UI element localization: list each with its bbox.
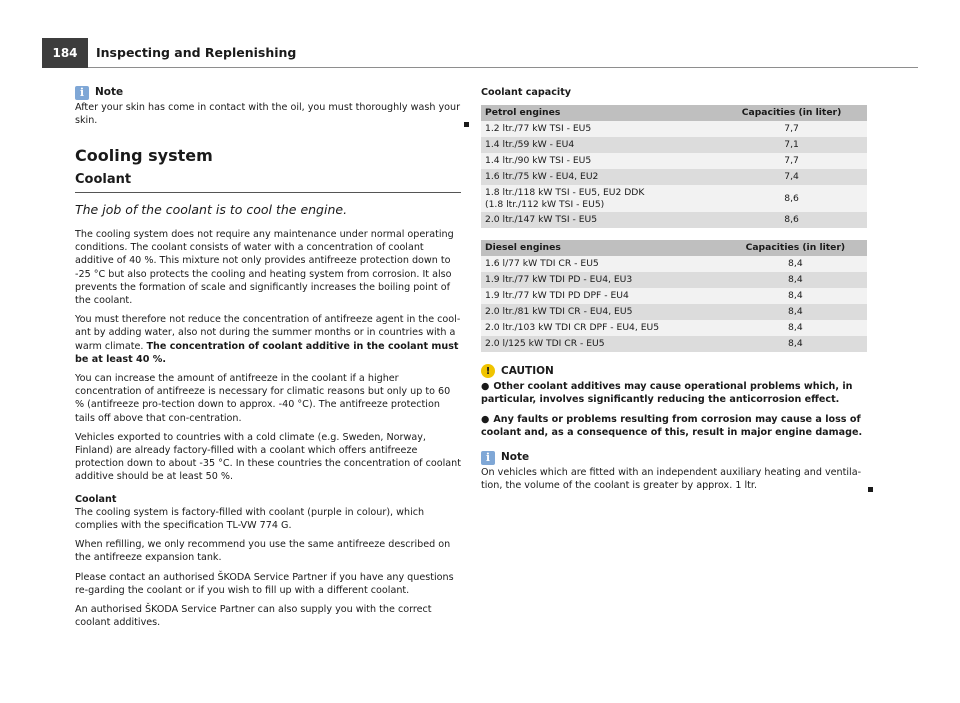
table-row: [481, 137, 867, 153]
paragraph: You can increase the amount of antifreeze in the coolant if a higher concentration of antifreeze is necessary for climatic reasons but only up to 60 % (antifreeze pro-tection down to approx. -40 °C). The antifreeze protection tails off above that con-centration.: [75, 373, 451, 424]
bullet-icon: ●: [481, 413, 490, 425]
oil-note: [75, 86, 461, 127]
bullet-icon: ●: [481, 381, 490, 393]
note-text: After your skin has come in contact with the oil, you must thoroughly wash your skin.: [75, 102, 461, 127]
paragraph-emphasis: The concentration of coolant additive in the coolant must be at least 40 %.: [75, 340, 459, 365]
table-row: [481, 153, 867, 169]
engine-cell: 1.9 ltr./77 kW TDI PD DPF - EU4: [481, 288, 724, 304]
table-header-row: [481, 240, 867, 256]
page-header: [0, 38, 960, 68]
capacity-cell: 7,1: [716, 137, 867, 153]
subsection-title: Coolant: [75, 173, 461, 193]
paragraph: The cooling system is factory-filled with coolant (purple in colour), which complies with the specification TL-VW 774 G.: [75, 506, 425, 532]
caution-text: Other coolant additives may cause operational problems which, in particular, involves significantly reducing the anticorrosion effect.: [481, 381, 853, 406]
engine-line: 1.8 ltr./118 kW TSI - EU5, EU2 DDK: [485, 187, 645, 199]
end-of-section-icon: [868, 487, 873, 492]
section-title: Cooling system: [75, 146, 213, 166]
engine-line: (1.8 ltr./112 kW TSI - EU5): [485, 198, 605, 210]
table-row: [481, 256, 867, 272]
right-column: [481, 86, 869, 498]
caution-item: [481, 413, 869, 439]
column-header: Capacities (in liter): [716, 105, 867, 121]
engine-cell: [481, 185, 716, 212]
warning-icon: !: [481, 364, 495, 378]
engine-cell: 2.0 ltr./103 kW TDI CR DPF - EU4, EU5: [481, 320, 724, 336]
caution-label: CAUTION: [501, 364, 554, 377]
table-row: [481, 320, 867, 336]
engine-cell: 1.2 ltr./77 kW TSI - EU5: [481, 121, 716, 137]
info-icon: i: [75, 86, 89, 100]
column-header: Capacities (in liter): [724, 240, 867, 256]
capacity-cell: 8,4: [724, 320, 867, 336]
capacity-cell: 7,4: [716, 169, 867, 185]
engine-cell: 1.9 ltr./77 kW TDI PD - EU4, EU3: [481, 272, 724, 288]
note-heading: [75, 86, 461, 100]
capacity-cell: 8,6: [716, 212, 867, 228]
coolant-subheading: Coolant: [75, 493, 117, 505]
note-text: On vehicles which are fitted with an independent auxiliary heating and ventila-tion, the volume of the coolant is greater by approx. 1 ltr.: [481, 467, 862, 492]
caution-text: Any faults or problems resulting from corrosion may cause a loss of coolant and, as a consequence of this, result in major engine damage.: [481, 413, 863, 438]
capacity-cell: 8,4: [724, 272, 867, 288]
paragraph: An authorised ŠKODA Service Partner can also supply you with the correct coolant additives.: [75, 604, 432, 629]
table-row: [481, 169, 867, 185]
engine-cell: 2.0 l/125 kW TDI CR - EU5: [481, 336, 724, 352]
end-of-section-icon: [464, 122, 469, 127]
engine-cell: 2.0 ltr./81 kW TDI CR - EU4, EU5: [481, 304, 724, 320]
column-header: Petrol engines: [481, 105, 716, 121]
note-label: Note: [501, 451, 530, 464]
capacity-cell: 7,7: [716, 153, 867, 169]
header-rule: [88, 67, 918, 68]
table-caption: Coolant capacity: [481, 87, 572, 98]
engine-cell: 1.6 l/77 kW TDI CR - EU5: [481, 256, 724, 272]
page-title: Inspecting and Replenishing: [96, 45, 297, 60]
capacity-cell: 7,7: [716, 121, 867, 137]
table-row: [481, 272, 867, 288]
paragraph-text: You must therefore not reduce the concentration of antifreeze agent in the cool-ant by adding water, also not during the summer months or in countries with a warm climate.: [75, 314, 461, 352]
note-heading: [481, 451, 869, 465]
engine-cell: 2.0 ltr./147 kW TSI - EU5: [481, 212, 716, 228]
left-column: [75, 86, 461, 636]
capacity-cell: 8,4: [724, 256, 867, 272]
table-row: [481, 121, 867, 137]
capacity-cell: 8,4: [724, 336, 867, 352]
table-row: [481, 185, 867, 212]
capacity-cell: 8,4: [724, 304, 867, 320]
column-header: Diesel engines: [481, 240, 724, 256]
info-icon: i: [481, 451, 495, 465]
lead-sentence: The job of the coolant is to cool the engine.: [75, 201, 348, 217]
paragraph: When refilling, we only recommend you use the same antifreeze described on the antifreeze expansion tank.: [75, 539, 451, 564]
capacity-cell: 8,4: [724, 288, 867, 304]
caution-heading: [481, 364, 869, 378]
table-row: [481, 288, 867, 304]
heating-note: [481, 451, 869, 492]
paragraph: The cooling system does not require any maintenance under normal operating conditions. The coolant consists of water with a concentration of coolant additive of 40 %. This mixture not only provides antifreeze protection down to -25 °C but also protects the cooling and heating system from corrosion. It also prevents the formation of scale and significantly increases the boiling point of the coolant.: [75, 229, 454, 307]
table-header-row: [481, 105, 867, 121]
note-label: Note: [95, 86, 124, 99]
table-row: [481, 304, 867, 320]
caution-block: [481, 364, 869, 439]
engine-cell: 1.4 ltr./90 kW TSI - EU5: [481, 153, 716, 169]
table-row: [481, 336, 867, 352]
engine-cell: 1.6 ltr./75 kW - EU4, EU2: [481, 169, 716, 185]
engine-cell: 1.4 ltr./59 kW - EU4: [481, 137, 716, 153]
diesel-engines-table: [481, 240, 867, 352]
paragraph: Please contact an authorised ŠKODA Service Partner if you have any questions re-garding the coolant or if you wish to fill up with a different coolant.: [75, 571, 454, 596]
caution-item: [481, 380, 869, 406]
paragraph: Vehicles exported to countries with a cold climate (e.g. Sweden, Norway, Finland) are already factory-filled with a coolant which offers antifreeze protection down to about -35 °C. In these countries the concentration of coolant additive should be at least 50 %.: [75, 431, 461, 483]
table-row: [481, 212, 867, 228]
paragraph: [75, 313, 461, 366]
page-number: 184: [42, 38, 88, 68]
petrol-engines-table: [481, 105, 867, 228]
capacity-cell: 8,6: [716, 185, 867, 212]
